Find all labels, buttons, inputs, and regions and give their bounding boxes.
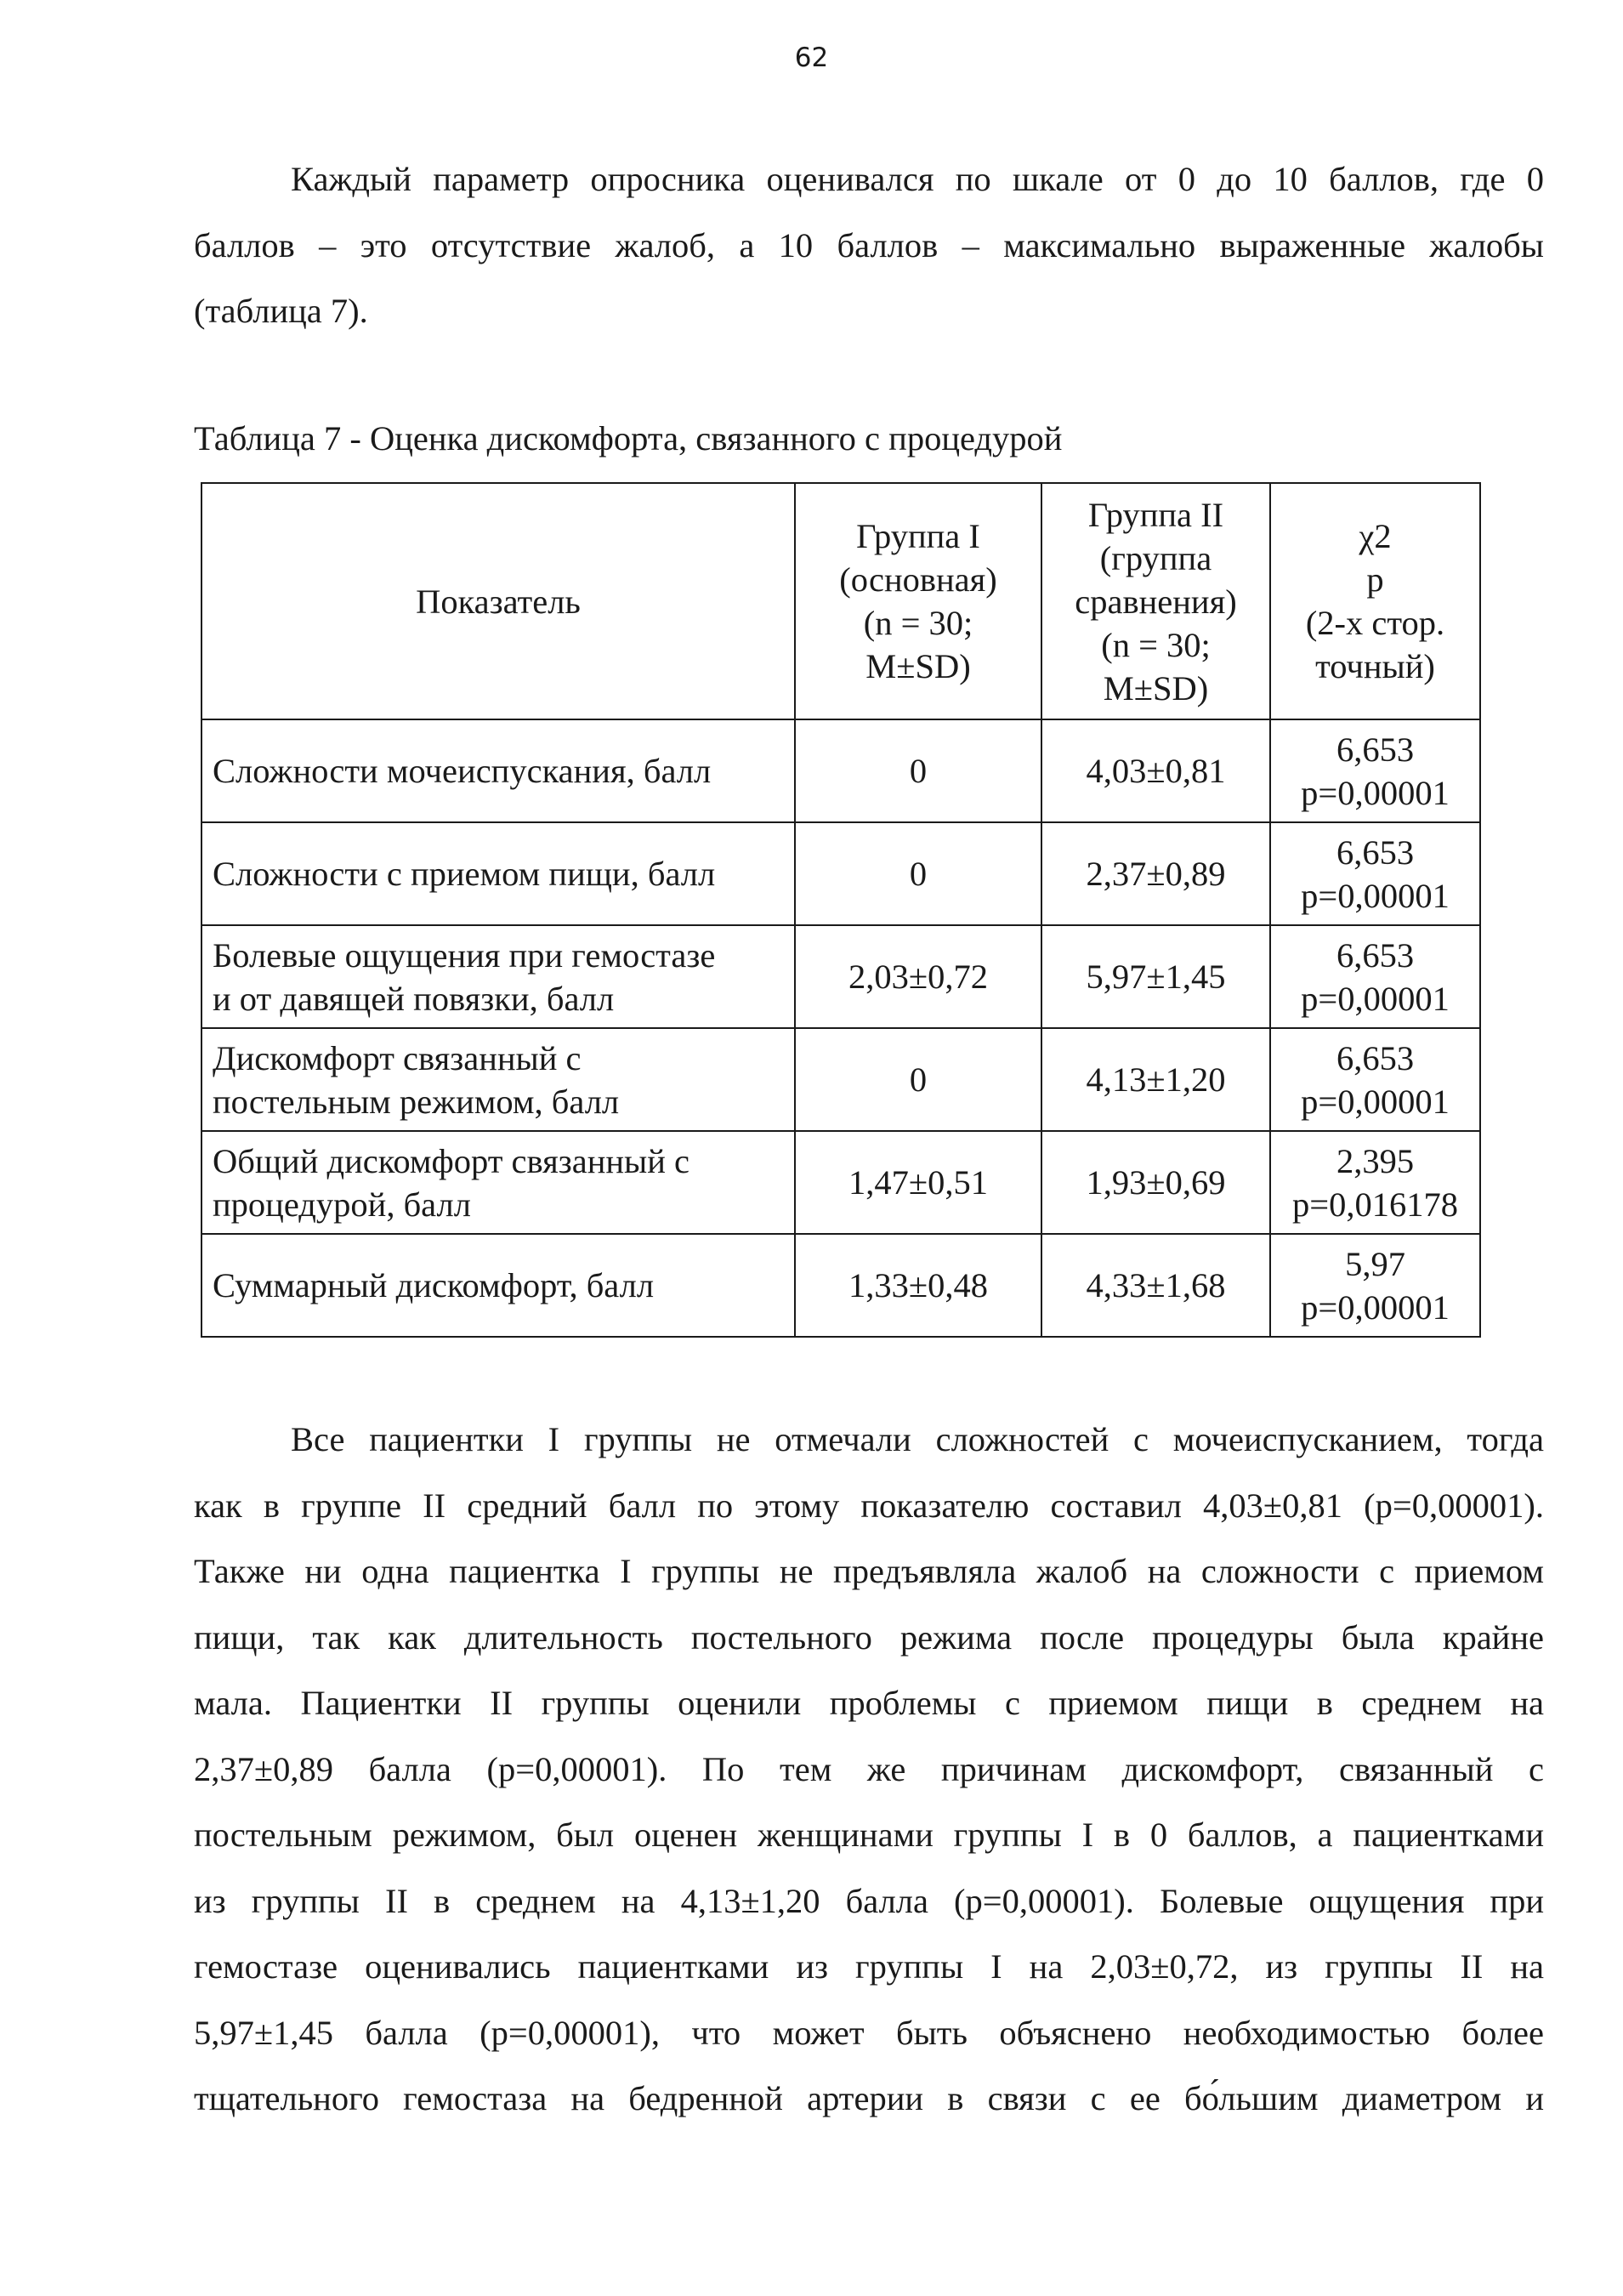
table-caption: Таблица 7 - Оценка дискомфорта, связанного с процедурой [194,419,1063,457]
header-indicator [201,483,795,719]
label-line: процедурой, балл [213,1185,471,1224]
statistic-value [1270,1234,1480,1337]
row-label [201,1028,795,1131]
row-label [201,822,795,925]
p-value: p=0,016178 [1292,1185,1458,1224]
paragraph-line: баллов – это отсутствие жалоб, а 10 баллов – максимально выраженные жалобы [194,225,1544,264]
p-value: p=0,00001 [1301,773,1450,812]
chi2-value: 5,97 [1345,1244,1405,1283]
header-line: (n = 30; [1101,625,1211,664]
intro-paragraph [194,146,1544,344]
row-label [201,1234,795,1337]
group-2-value: 2,37±0,89 [1041,822,1270,925]
p-value: p=0,00001 [1301,1287,1450,1327]
chi2-value: 2,395 [1336,1141,1415,1180]
header-line: точный) [1315,647,1435,685]
paragraph-line: 5,97±1,45 балла (р=0,00001), что может быть объяснено необходимостью более [194,2013,1544,2052]
paragraph-line: Также ни одна пациентка I группы не предъявляла жалоб на сложности с приемом [194,1552,1544,1590]
header-group-1 [795,483,1041,719]
chi2-value: 6,653 [1336,935,1415,975]
paragraph-line: пищи, так как длительность постельного режима после процедуры была крайне [194,1617,1544,1657]
group-1-value: 1,47±0,51 [795,1131,1041,1234]
statistic-value [1270,925,1480,1028]
p-value: p=0,00001 [1301,1082,1450,1121]
p-value: p=0,00001 [1301,876,1450,915]
group-2-value: 1,93±0,69 [1041,1131,1270,1234]
chi2-value: 6,653 [1336,833,1415,872]
table-row [201,719,1480,822]
header-line: (группа [1099,538,1212,577]
header-line: Группа II [1087,495,1224,534]
header-line: Группа I [856,517,980,555]
paragraph-line: Все пациентки I группы не отмечали сложностей с мочеиспусканием, тогда [291,1420,1544,1458]
table-header-row [201,483,1480,719]
header-line: (n = 30; [863,604,973,642]
table-row [201,822,1480,925]
group-1-value: 1,33±0,48 [795,1234,1041,1337]
header-statistic [1270,483,1480,719]
discussion-paragraph [194,1407,1544,2132]
table-row [201,925,1480,1028]
statistic-value [1270,1131,1480,1234]
header-line: M±SD) [865,647,971,685]
group-2-value: 4,13±1,20 [1041,1028,1270,1131]
group-1-value: 0 [795,822,1041,925]
row-label [201,925,795,1028]
paragraph-line: Каждый параметр опросника оценивался по шкале от 0 до 10 баллов, где 0 [291,160,1544,198]
header-line: p [1366,560,1384,599]
paragraph-line: (таблица 7). [194,292,368,330]
row-label [201,719,795,822]
header-group-2 [1041,483,1270,719]
header-line: (основная) [839,560,997,599]
chi2-value: 6,653 [1336,730,1415,769]
paragraph-line: как в группе II средний балл по этому показателю составил 4,03±0,81 (р=0,00001). [194,1486,1544,1525]
group-2-value: 4,33±1,68 [1041,1234,1270,1337]
page-number: 62 [794,43,829,73]
row-label [201,1131,795,1234]
header-line: χ2 [1359,517,1392,555]
paragraph-line: гемостазе оценивались пациентками из группы I на 2,03±0,72, из группы II на [194,1947,1544,1986]
paragraph-line: тщательного гемостаза на бедренной артерии в связи с ее бо́льшим диаметром и [194,2079,1544,2117]
label-line: постельным режимом, балл [213,1082,620,1121]
discomfort-table [201,482,1481,1338]
header-line: (2-х стор. [1305,604,1445,642]
paragraph-line: мала. Пациентки II группы оценили проблемы с приемом пищи в среднем на [194,1684,1544,1722]
label-line: Дискомфорт связанный с [213,1038,582,1077]
paragraph-line: 2,37±0,89 балла (р=0,00001). По тем же причинам дискомфорт, связанный с [194,1749,1544,1788]
label-line: Сложности с приемом пищи, балл [213,855,716,893]
label-line: Болевые ощущения при гемостазе [213,935,716,975]
table-row [201,1028,1480,1131]
label-line: и от давящей повязки, балл [213,979,615,1018]
group-1-value: 2,03±0,72 [795,925,1041,1028]
group-1-value: 0 [795,1028,1041,1131]
group-2-value: 4,03±0,81 [1041,719,1270,822]
table-row [201,1234,1480,1337]
header-line: M±SD) [1103,668,1209,708]
label-line: Сложности мочеиспускания, балл [213,752,712,790]
label-line: Суммарный дискомфорт, балл [213,1266,655,1304]
table-row [201,1131,1480,1234]
statistic-value [1270,719,1480,822]
header-line: Показатель [416,582,581,621]
p-value: p=0,00001 [1301,979,1450,1018]
header-line: сравнения) [1075,582,1237,621]
group-2-value: 5,97±1,45 [1041,925,1270,1028]
paragraph-line: из группы II в среднем на 4,13±1,20 балла (р=0,00001). Болевые ощущения при [194,1881,1544,1920]
statistic-value [1270,822,1480,925]
chi2-value: 6,653 [1336,1038,1415,1077]
label-line: Общий дискомфорт связанный с [213,1141,690,1180]
group-1-value: 0 [795,719,1041,822]
statistic-value [1270,1028,1480,1131]
paragraph-line: постельным режимом, был оценен женщинами группы I в 0 баллов, а пациентками [194,1816,1544,1854]
